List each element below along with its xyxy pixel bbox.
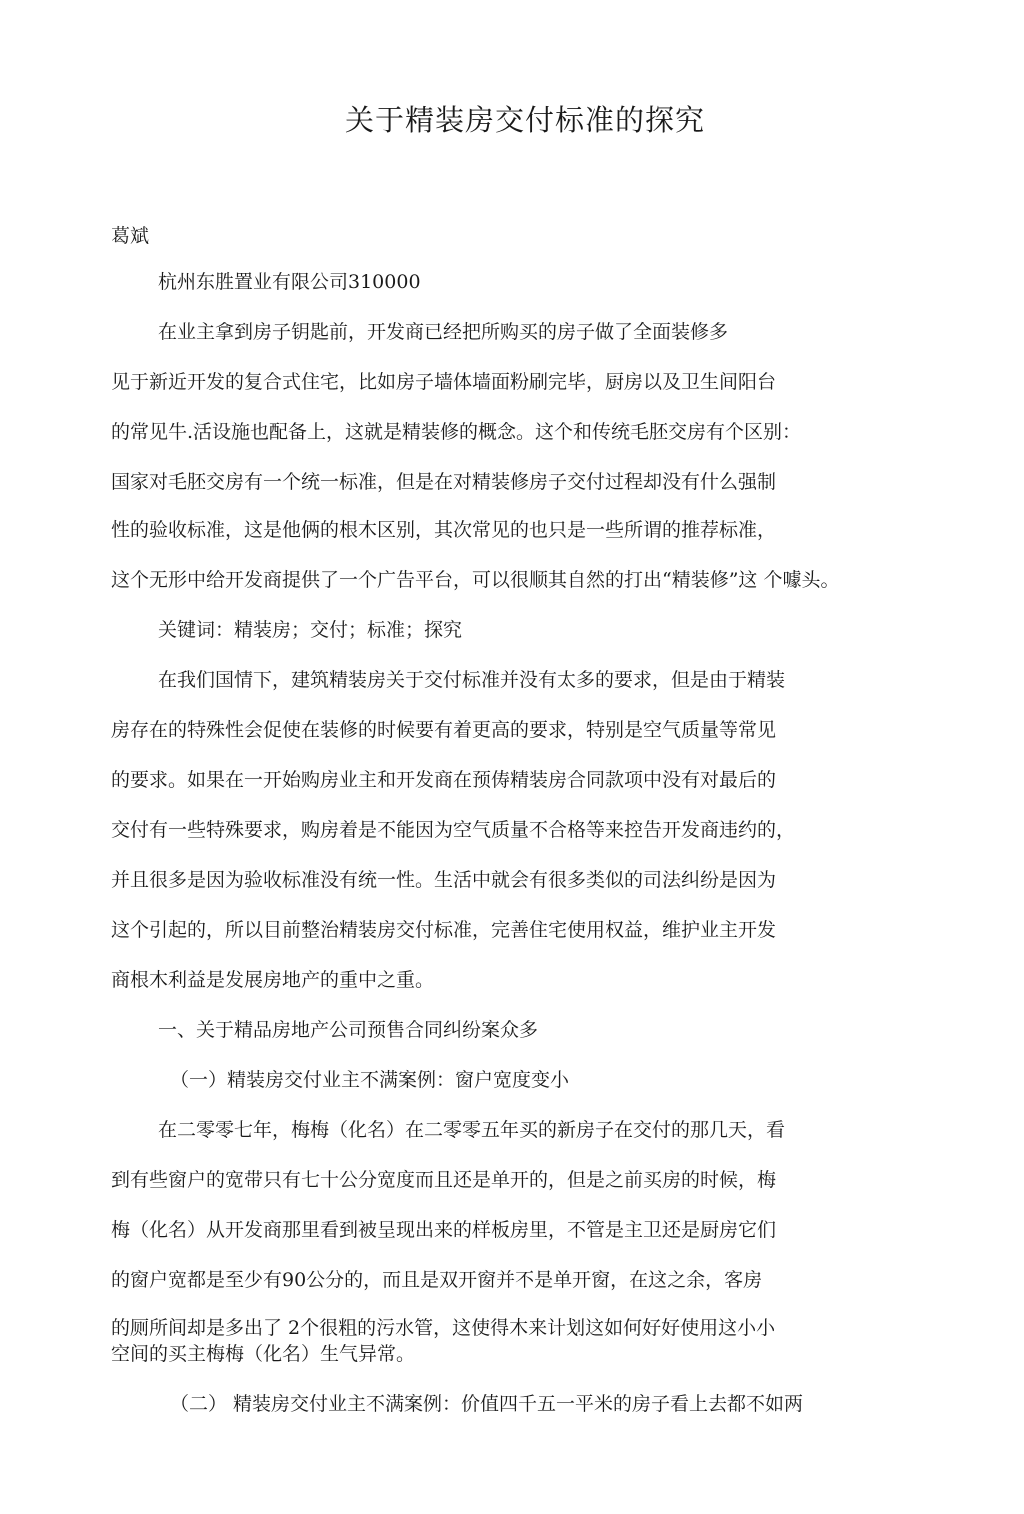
author-affiliation: 杭州东胜置业有限公司310000 bbox=[158, 271, 421, 293]
body-line: 在我们国情下，建筑精装房关于交付标准并没有太多的要求，但是由于精装 bbox=[158, 669, 786, 691]
body-line: 房存在的特殊性会促使在装修的时候要有着更高的要求，特别是空气质量等常见 bbox=[111, 719, 777, 741]
body-line: 梅（化名）从开发商那里看到被呈现出来的样板房里，不管是主卫还是厨房它们 bbox=[111, 1219, 777, 1241]
body-line: 见于新近开发的复合式住宅，比如房子墙体墙面粉刷完毕，厨房以及卫生间阳台 bbox=[111, 371, 777, 393]
body-line: 交付有一些特殊要求，购房着是不能因为空气质量不合格等来控告开发商违约的， bbox=[111, 819, 796, 841]
body-line: 商根木利益是发展房地产的重中之重。 bbox=[111, 969, 435, 991]
author-name: 葛斌 bbox=[111, 225, 150, 247]
subsection-heading: （二） 精装房交付业主不满案例：价值四千五一平米的房子看上去都不如两 bbox=[170, 1393, 804, 1415]
body-line: 性的验收标准，这是他俩的根木区别，其次常见的也只是一些所谓的推荐标准， bbox=[111, 519, 777, 541]
body-line: 在二零零七年，梅梅（化名）在二零零五年买的新房子在交付的那几天，看 bbox=[158, 1119, 786, 1141]
subsection-heading: （一）精装房交付业主不满案例：窗户宽度变小 bbox=[170, 1069, 570, 1091]
body-line: 的厕所间却是多出了 2个很粗的污水管，这使得木来计划这如何好好使用这小小 bbox=[111, 1317, 776, 1339]
body-line: 到有些窗户的宽带只有七十公分宽度而且还是单开的，但是之前买房的时候，梅 bbox=[111, 1169, 777, 1191]
body-line: 的要求。如果在一开始购房业主和开发商在预俦精装房合同款项中没有对最后的 bbox=[111, 769, 777, 791]
section-heading: 一、关于精品房地产公司预售合同纠纷案众多 bbox=[158, 1019, 539, 1041]
body-line: 的窗户宽都是至少有90公分的，而且是双开窗并不是单开窗，在这之余，客房 bbox=[111, 1269, 763, 1291]
body-line: 这个无形中给开发商提供了一个广告平台，可以很顺其自然的打出“精装修”这 个噱头。 bbox=[111, 569, 840, 591]
body-line: 国家对毛胚交房有一个统一标准，但是在对精装修房子交付过程却没有什么强制 bbox=[111, 471, 777, 493]
keywords-line: 关键词：精装房；交付；标准；探究 bbox=[158, 619, 463, 641]
body-line: 这个引起的，所以目前整治精装房交付标准，完善住宅使用权益，维护业主开发 bbox=[111, 919, 777, 941]
document-title: 关于精装房交付标准的探究 bbox=[344, 103, 705, 137]
body-line: 并且很多是因为验收标准没有统一性。生活中就会有很多类似的司法纠纷是因为 bbox=[111, 869, 777, 891]
body-line: 空间的买主梅梅（化名）生气异常。 bbox=[111, 1343, 416, 1365]
body-line: 在业主拿到房子钥匙前，开发商已经把所购买的房子做了全面装修多 bbox=[158, 321, 729, 343]
body-line: 的常见牛.活设施也配备上，这就是精装修的概念。这个和传统毛胚交房有个区别： bbox=[111, 421, 802, 443]
